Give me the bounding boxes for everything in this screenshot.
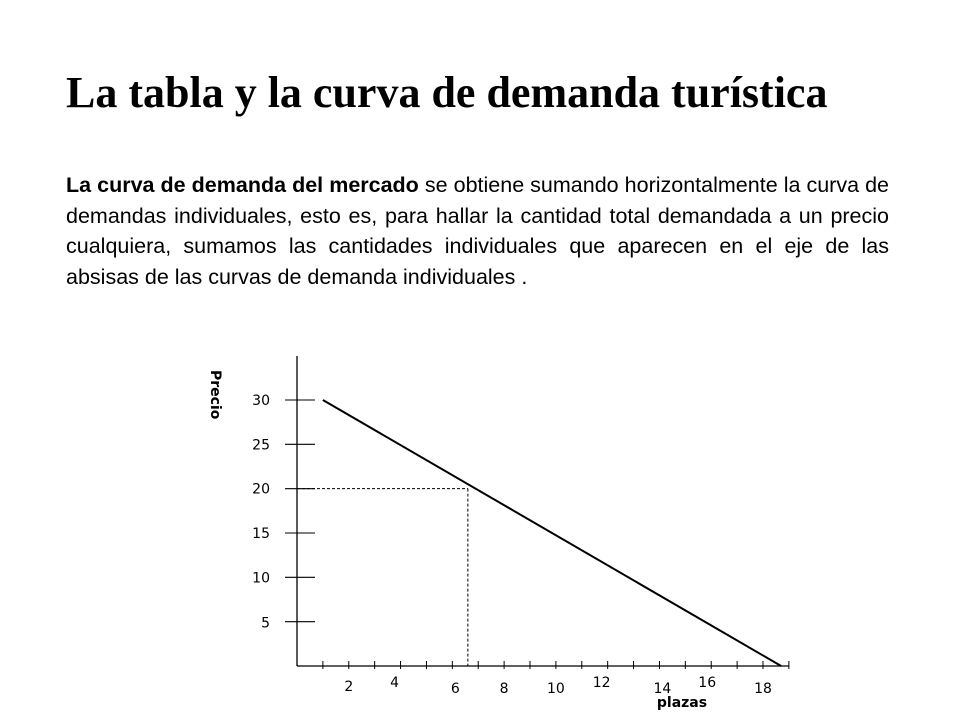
x-tick-label: 4 <box>390 675 400 691</box>
x-tick-label: 14 <box>653 681 672 697</box>
x-tick-label: 2 <box>344 679 354 695</box>
y-tick-label: 20 <box>252 481 270 498</box>
x-tick-label: 6 <box>450 681 460 697</box>
x-tick-label: 12 <box>592 675 611 691</box>
demand-curve-line <box>323 400 781 666</box>
y-tick-label: 15 <box>252 526 270 542</box>
y-tick-label: 25 <box>252 437 270 454</box>
slide-title: La tabla y la curva de demanda turística <box>66 68 828 117</box>
paragraph-bold-lead: La curva de demanda del mercado <box>66 173 419 197</box>
x-tick-label: 18 <box>754 681 772 697</box>
y-axis-title: Precio <box>207 370 223 420</box>
y-tick-label: 5 <box>261 615 270 632</box>
x-tick-label: 10 <box>546 681 565 697</box>
y-tick-label: 30 <box>252 393 270 409</box>
paragraph-text: se obtiene sumando horizontalmente la curva de demandas individuales, esto es, para hallar la cantidad total demandada a un precio cualquiera, sumamos las cantidades individuales que aparecen en el eje de las absisas de las curvas de demanda individuales . <box>66 173 889 289</box>
x-axis-title: plazas <box>656 695 708 711</box>
x-tick-label: 16 <box>698 675 717 691</box>
y-tick-label: 10 <box>252 570 270 587</box>
x-tick-label: 8 <box>499 681 509 697</box>
